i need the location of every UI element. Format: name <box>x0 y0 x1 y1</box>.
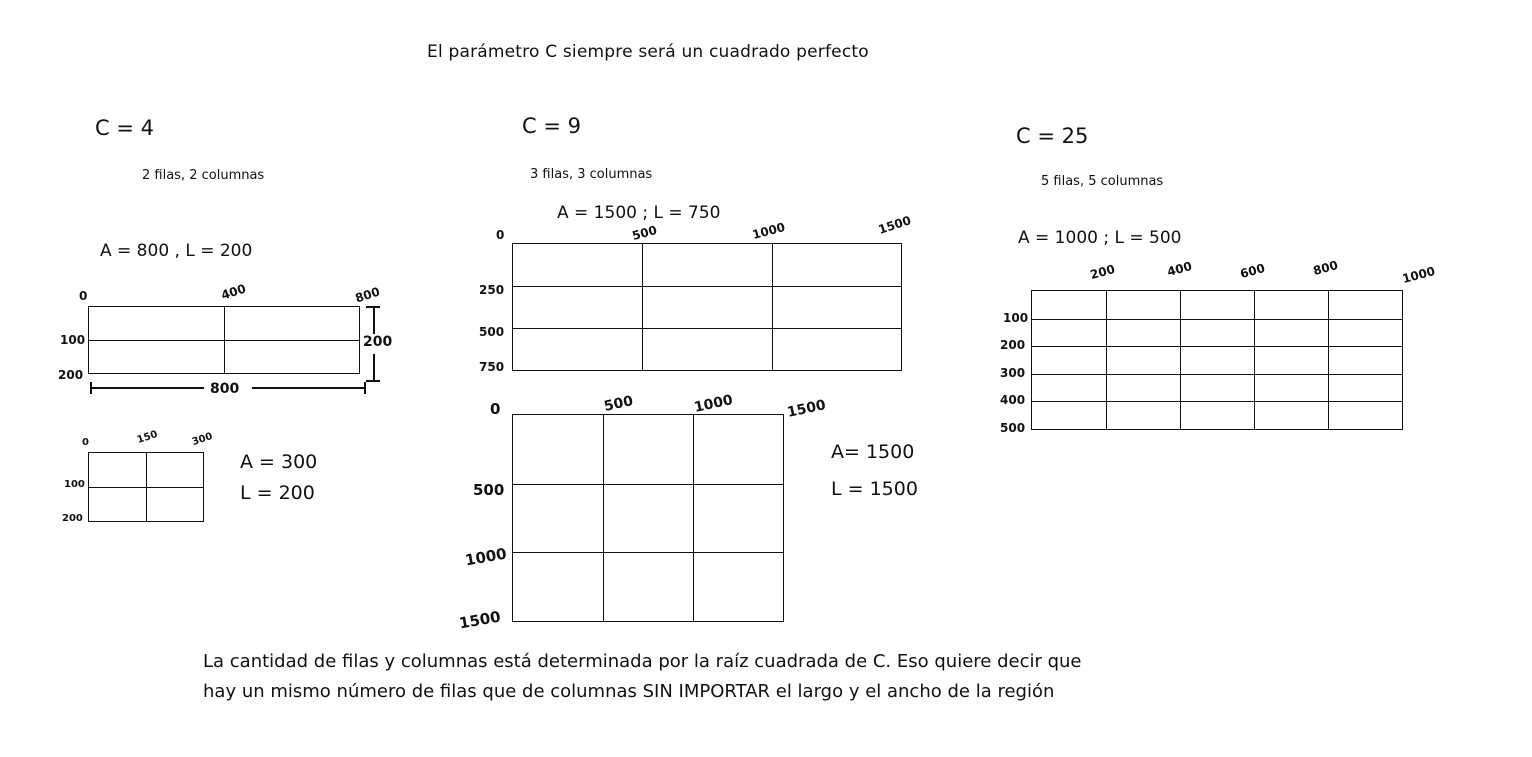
xtick-c9f1-0: 0 <box>496 228 505 242</box>
annotation-c9-fig2-a: A= 1500 <box>831 441 915 463</box>
case-subtitle-c4: 2 filas, 2 columnas <box>142 168 265 183</box>
grid-line-horizontal <box>1032 346 1402 347</box>
grid-line-horizontal <box>1032 374 1402 375</box>
width-label-800: 800 <box>210 381 240 397</box>
annotation-c25-fig1: A = 1000 ; L = 500 <box>1018 228 1182 248</box>
case-subtitle-c9: 3 filas, 3 columnas <box>530 167 653 182</box>
xtick-c4f2-150: 150 <box>135 429 160 446</box>
grid-line-vertical <box>1254 291 1255 429</box>
grid-line-horizontal <box>513 552 783 553</box>
ytick-c9f2-500: 500 <box>473 481 505 499</box>
height-label-200: 200 <box>363 334 393 350</box>
annotation-c4-fig2-a: A = 300 <box>240 451 318 473</box>
grid-line-horizontal <box>1032 401 1402 402</box>
xtick-c9f2-1500: 1500 <box>785 397 828 421</box>
xtick-c9f2-1000: 1000 <box>692 392 735 416</box>
ytick-c25-500: 500 <box>1000 421 1026 435</box>
grid-1500x750 <box>512 243 902 371</box>
xtick-c4f2-0: 0 <box>82 437 89 448</box>
ytick-c25-400: 400 <box>1000 393 1026 407</box>
xtick-c25-600: 600 <box>1238 260 1267 282</box>
footer-line-1: La cantidad de filas y columnas está determinada por la raíz cuadrada de C. Eso quiere decir que <box>203 651 1082 672</box>
grid-800x200 <box>88 306 360 374</box>
ytick-c4f1-100: 100 <box>60 333 86 347</box>
page-title: El parámetro C siempre será un cuadrado perfecto <box>427 42 869 62</box>
grid-line-horizontal <box>89 340 359 341</box>
ytick-c25-300: 300 <box>1000 366 1026 380</box>
annotation-c9-fig1: A = 1500 ; L = 750 <box>557 203 721 223</box>
xtick-c9f1-1500: 1500 <box>876 213 913 237</box>
xtick-c4f2-300: 300 <box>190 431 215 448</box>
grid-line-vertical <box>772 244 773 370</box>
ytick-c9f1-750: 750 <box>479 360 505 374</box>
case-subtitle-c25: 5 filas, 5 columnas <box>1041 174 1164 189</box>
grid-line-horizontal <box>1032 319 1402 320</box>
xtick-c4f1-800: 800 <box>353 284 382 306</box>
xtick-c9f2-500: 500 <box>602 393 635 415</box>
grid-line-horizontal <box>513 328 901 329</box>
ytick-c9f1-500: 500 <box>479 325 505 339</box>
grid-1500x1500 <box>512 414 784 622</box>
ytick-c4f2-200: 200 <box>62 513 83 524</box>
grid-line-vertical <box>1328 291 1329 429</box>
ytick-c9f2-1500: 1500 <box>457 607 502 633</box>
grid-line-horizontal <box>89 487 203 488</box>
annotation-c9-fig2-l: L = 1500 <box>831 478 918 500</box>
ytick-c4f2-100: 100 <box>64 479 85 490</box>
ytick-c9f1-250: 250 <box>479 283 505 297</box>
grid-line-vertical <box>642 244 643 370</box>
xtick-c25-1000: 1000 <box>1400 263 1437 287</box>
grid-line-vertical <box>603 415 604 621</box>
xtick-c25-200: 200 <box>1088 261 1117 283</box>
grid-line-vertical <box>1106 291 1107 429</box>
grid-300x200 <box>88 452 204 522</box>
xtick-c9f1-500: 500 <box>630 222 659 244</box>
xtick-c4f1-400: 400 <box>219 281 248 303</box>
grid-line-horizontal <box>513 484 783 485</box>
ytick-c4f1-200: 200 <box>58 368 84 382</box>
footer-line-2: hay un mismo número de filas que de columnas SIN IMPORTAR el largo y el ancho de la región <box>203 681 1055 702</box>
case-title-c4: C = 4 <box>95 116 154 140</box>
case-title-c25: C = 25 <box>1016 124 1089 148</box>
annotation-c4-fig1: A = 800 , L = 200 <box>100 241 253 261</box>
ytick-c25-200: 200 <box>1000 338 1026 352</box>
ytick-c9f2-1000: 1000 <box>463 544 508 570</box>
xtick-c4f1-0: 0 <box>79 289 88 303</box>
xtick-c9f1-1000: 1000 <box>750 219 787 243</box>
ytick-c25-100: 100 <box>1003 311 1029 325</box>
case-title-c9: C = 9 <box>522 114 581 138</box>
grid-1000x500 <box>1031 290 1403 430</box>
grid-line-horizontal <box>513 286 901 287</box>
xtick-c9f2-0: 0 <box>490 400 501 418</box>
grid-line-vertical <box>693 415 694 621</box>
grid-line-vertical <box>1180 291 1181 429</box>
xtick-c25-800: 800 <box>1311 257 1340 279</box>
xtick-c25-400: 400 <box>1165 258 1194 280</box>
annotation-c4-fig2-l: L = 200 <box>240 482 315 504</box>
